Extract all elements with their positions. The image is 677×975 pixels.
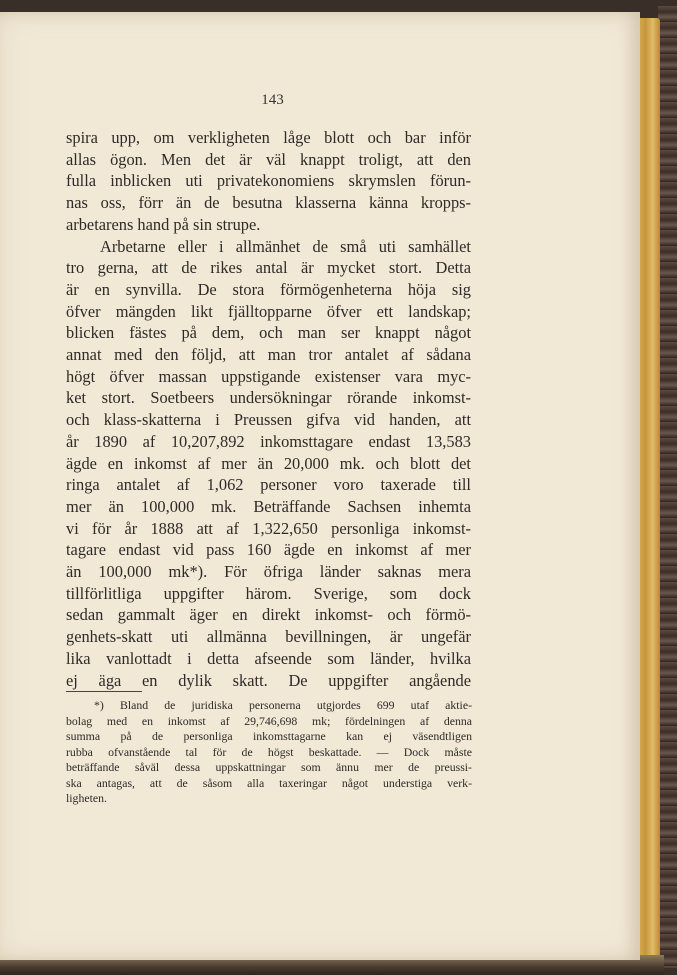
body-line: är en synvilla. De stora förmögenheterna höja sig: [66, 279, 471, 299]
body-line: allas ögon. Men det är väl knappt troligt, att den: [66, 149, 471, 169]
footnote-line: beträffande såväl dessa uppskattningar som ännu mer de preussi-: [66, 760, 472, 774]
book-cover-edge: [658, 6, 677, 968]
body-line: tagare endast vid pass 160 ägde en inkomst af mer: [66, 540, 471, 560]
body-line: genhets-skatt uti allmänna bevillningen, är ungefär: [66, 627, 471, 647]
body-line: annat med den följd, att man tror antalet af sådana: [66, 345, 471, 365]
body-text: [66, 127, 471, 691]
footnote-line: ska antagas, att de såsom alla taxeringar något understiga verk-: [66, 775, 472, 790]
body-line: ägde en inkomst af mer än 20,000 mk. och blott det: [66, 453, 471, 473]
body-line: öfver mängden likt fjälltopparne öfver ett landskap;: [66, 301, 471, 321]
body-line: än 100,000 mk*). För öfriga länder saknas mera: [66, 562, 471, 582]
body-line: Arbetarne eller i allmänhet de små uti samhället: [100, 236, 471, 256]
footnote-line: *) Bland de juridiska personerna utgjordes 699 utaf aktie-: [94, 698, 472, 712]
body-line: sedan gammalt äger en direkt inkomst- och förmö-: [66, 605, 471, 625]
body-line: arbetarens hand på sin strupe.: [66, 214, 261, 234]
footnote-line: summa på de personliga inkomsttagarne kan ej väsendtligen: [66, 729, 472, 743]
body-line: blicken fästes på dem, och man ser knappt något: [66, 323, 471, 343]
body-line: tillförlitliga uppgifter härom. Sverige, som dock: [66, 583, 471, 603]
footnote: [66, 698, 472, 807]
footnote-rule: [66, 691, 142, 692]
body-line: nas oss, förr än de besutna klasserna känna kropps-: [66, 193, 471, 213]
footnote-line: rubba ofvanstående tal för de högst beskattade. — Dock måste: [66, 744, 472, 759]
body-line: ej äga en dylik skatt. De uppgifter angående: [66, 670, 471, 690]
footnote-line: ligheten.: [66, 791, 107, 805]
body-line: ket stort. Soetbeers undersökningar rörande inkomst-: [66, 388, 471, 408]
body-line: högt öfver massan uppstigande existenser vara myc-: [66, 366, 471, 386]
body-line: tro gerna, att de rikes antal är mycket stort. Detta: [66, 258, 471, 278]
body-line: och klass-skatterna i Preussen gifva vid handen, att: [66, 410, 471, 430]
body-line: spira upp, om verkligheten låge blott och bar inför: [66, 128, 471, 147]
body-line: vi för år 1888 att af 1,322,650 personliga inkomst-: [66, 518, 471, 538]
body-line: ringa antalet af 1,062 personer voro taxerade till: [66, 475, 471, 495]
body-line: fulla inblicken uti privatekonomiens skrymslen förun-: [66, 171, 471, 191]
footnote-line: bolag med en inkomst af 29,746,698 mk; fördelningen af denna: [66, 713, 472, 728]
page-number: 143: [261, 92, 284, 108]
body-line: mer än 100,000 mk. Beträffande Sachsen inhemta: [66, 496, 471, 516]
body-line: lika vanlottadt i detta afseende som länder, hvilka: [66, 648, 471, 668]
body-line: år 1890 af 10,207,892 inkomsttagare endast 13,583: [66, 431, 471, 451]
